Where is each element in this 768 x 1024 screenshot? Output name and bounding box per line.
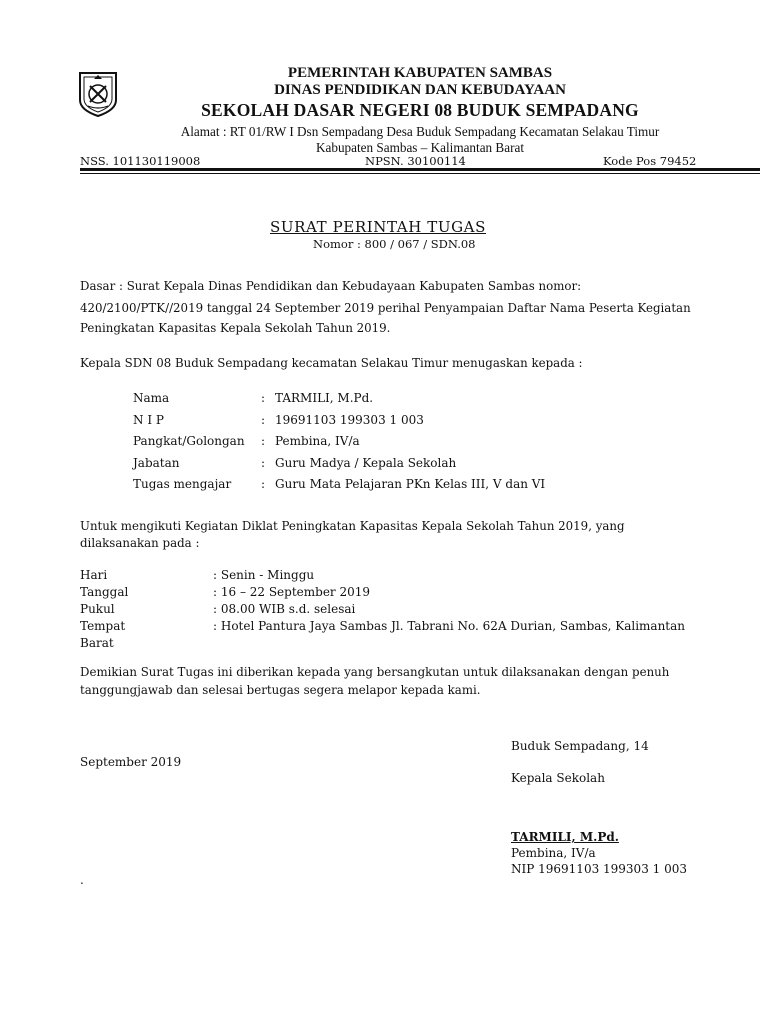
schedule-value: [213, 635, 693, 652]
schedule-row: [80, 635, 693, 652]
signature-month-year: September 2019: [80, 755, 182, 769]
person-sep: :: [261, 434, 266, 448]
schedule-row: [80, 584, 693, 601]
header-school: SEKOLAH DASAR NEGERI 08 BUDUK SEMPADANG: [201, 100, 639, 120]
person-row: [133, 434, 545, 456]
schedule-value: : Senin - Minggu: [213, 568, 315, 582]
schedule-label: Tanggal: [80, 585, 129, 599]
person-sep: :: [261, 412, 266, 427]
schedule-row: [80, 601, 693, 618]
person-label: Tugas mengajar: [133, 477, 232, 491]
signature-name: TARMILI, M.Pd.: [511, 830, 619, 844]
instruction-text: Kepala SDN 08 Buduk Sempadang kecamatan Selakau Timur menugaskan kepada :: [80, 356, 583, 370]
person-label: Pangkat/Golongan: [133, 434, 245, 448]
person-label: N I P: [133, 412, 164, 427]
letter-number: Nomor : 800 / 067 / SDN.08: [313, 237, 476, 251]
header-address-line1: Alamat : RT 01/RW I Dsn Sempadang Desa Buduk Sempadang Kecamatan Selakau Timur: [180, 124, 660, 139]
person-row: [133, 413, 545, 435]
trailing-dot: .: [80, 873, 84, 887]
person-sep: :: [261, 455, 266, 470]
closing-line1: Demikian Surat Tugas ini diberikan kepada yang bersangkutan untuk dilaksanakan dengan penuh: [80, 665, 670, 679]
signature-place-date: Buduk Sempadang, 14: [511, 739, 649, 753]
person-label: Jabatan: [133, 455, 180, 470]
schedule-value: : 16 – 22 September 2019: [213, 585, 371, 599]
purpose-line1: Untuk mengikuti Kegiatan Diklat Peningkatan Kapasitas Kepala Sekolah Tahun 2019, yang: [80, 519, 625, 533]
schedule-label: Tempat: [80, 619, 126, 633]
schedule-value: : Hotel Pantura Jaya Sambas Jl. Tabrani No. 62A Durian, Sambas, Kalimantan: [213, 619, 685, 633]
dasar-line1: Dasar : Surat Kepala Dinas Pendidikan dan Kebudayaan Kabupaten Sambas nomor:: [80, 279, 582, 293]
person-row: [133, 477, 545, 499]
signature-rank: Pembina, IV/a: [511, 846, 596, 860]
header-government: PEMERINTAH KABUPATEN SAMBAS: [287, 65, 553, 81]
schedule-details: [80, 567, 693, 652]
person-value: TARMILI, M.Pd.: [275, 391, 374, 405]
header-address-line2: Kabupaten Sambas – Kalimantan Barat: [315, 140, 524, 155]
header-nss: NSS. 101130119008: [80, 154, 201, 168]
schedule-label: Hari: [80, 568, 108, 582]
schedule-label: Pukul: [80, 602, 115, 616]
person-value: Guru Mata Pelajaran PKn Kelas III, V dan VI: [275, 477, 546, 491]
dasar-line2: 420/2100/PTK//2019 tanggal 24 September 2019 perihal Penyampaian Daftar Nama Peserta Kegiatan: [80, 301, 691, 315]
schedule-row: [80, 567, 693, 584]
signature-position: Kepala Sekolah: [511, 771, 605, 785]
person-sep: :: [261, 391, 266, 405]
person-row: [133, 456, 545, 478]
person-label: Nama: [133, 391, 170, 405]
person-value: Guru Madya / Kepala Sekolah: [275, 455, 457, 470]
purpose-line2: dilaksanakan pada :: [80, 536, 200, 550]
dasar-line3: Peningkatan Kapasitas Kepala Sekolah Tahun 2019.: [80, 321, 391, 335]
header-divider-thin: [80, 173, 760, 174]
schedule-value: : 08.00 WIB s.d. selesai: [213, 602, 356, 616]
letter-title: SURAT PERINTAH TUGAS: [270, 218, 486, 236]
person-value: 19691103 199303 1 003: [275, 412, 424, 427]
schedule-label: Barat: [80, 636, 114, 650]
schedule-row: [80, 618, 693, 635]
person-details: [133, 391, 545, 499]
person-sep: :: [261, 477, 266, 491]
header-npsn: NPSN. 30100114: [365, 154, 466, 168]
header-department: DINAS PENDIDIKAN DAN KEBUDAYAAN: [274, 82, 566, 98]
header-divider-thick: [80, 168, 760, 171]
closing-line2: tanggungjawab dan selesai bertugas segera melapor kepada kami.: [80, 683, 481, 697]
signature-nip: NIP 19691103 199303 1 003: [511, 862, 687, 876]
person-row: [133, 391, 545, 413]
header-postal-code: Kode Pos 79452: [603, 154, 697, 168]
person-value: Pembina, IV/a: [275, 434, 360, 448]
